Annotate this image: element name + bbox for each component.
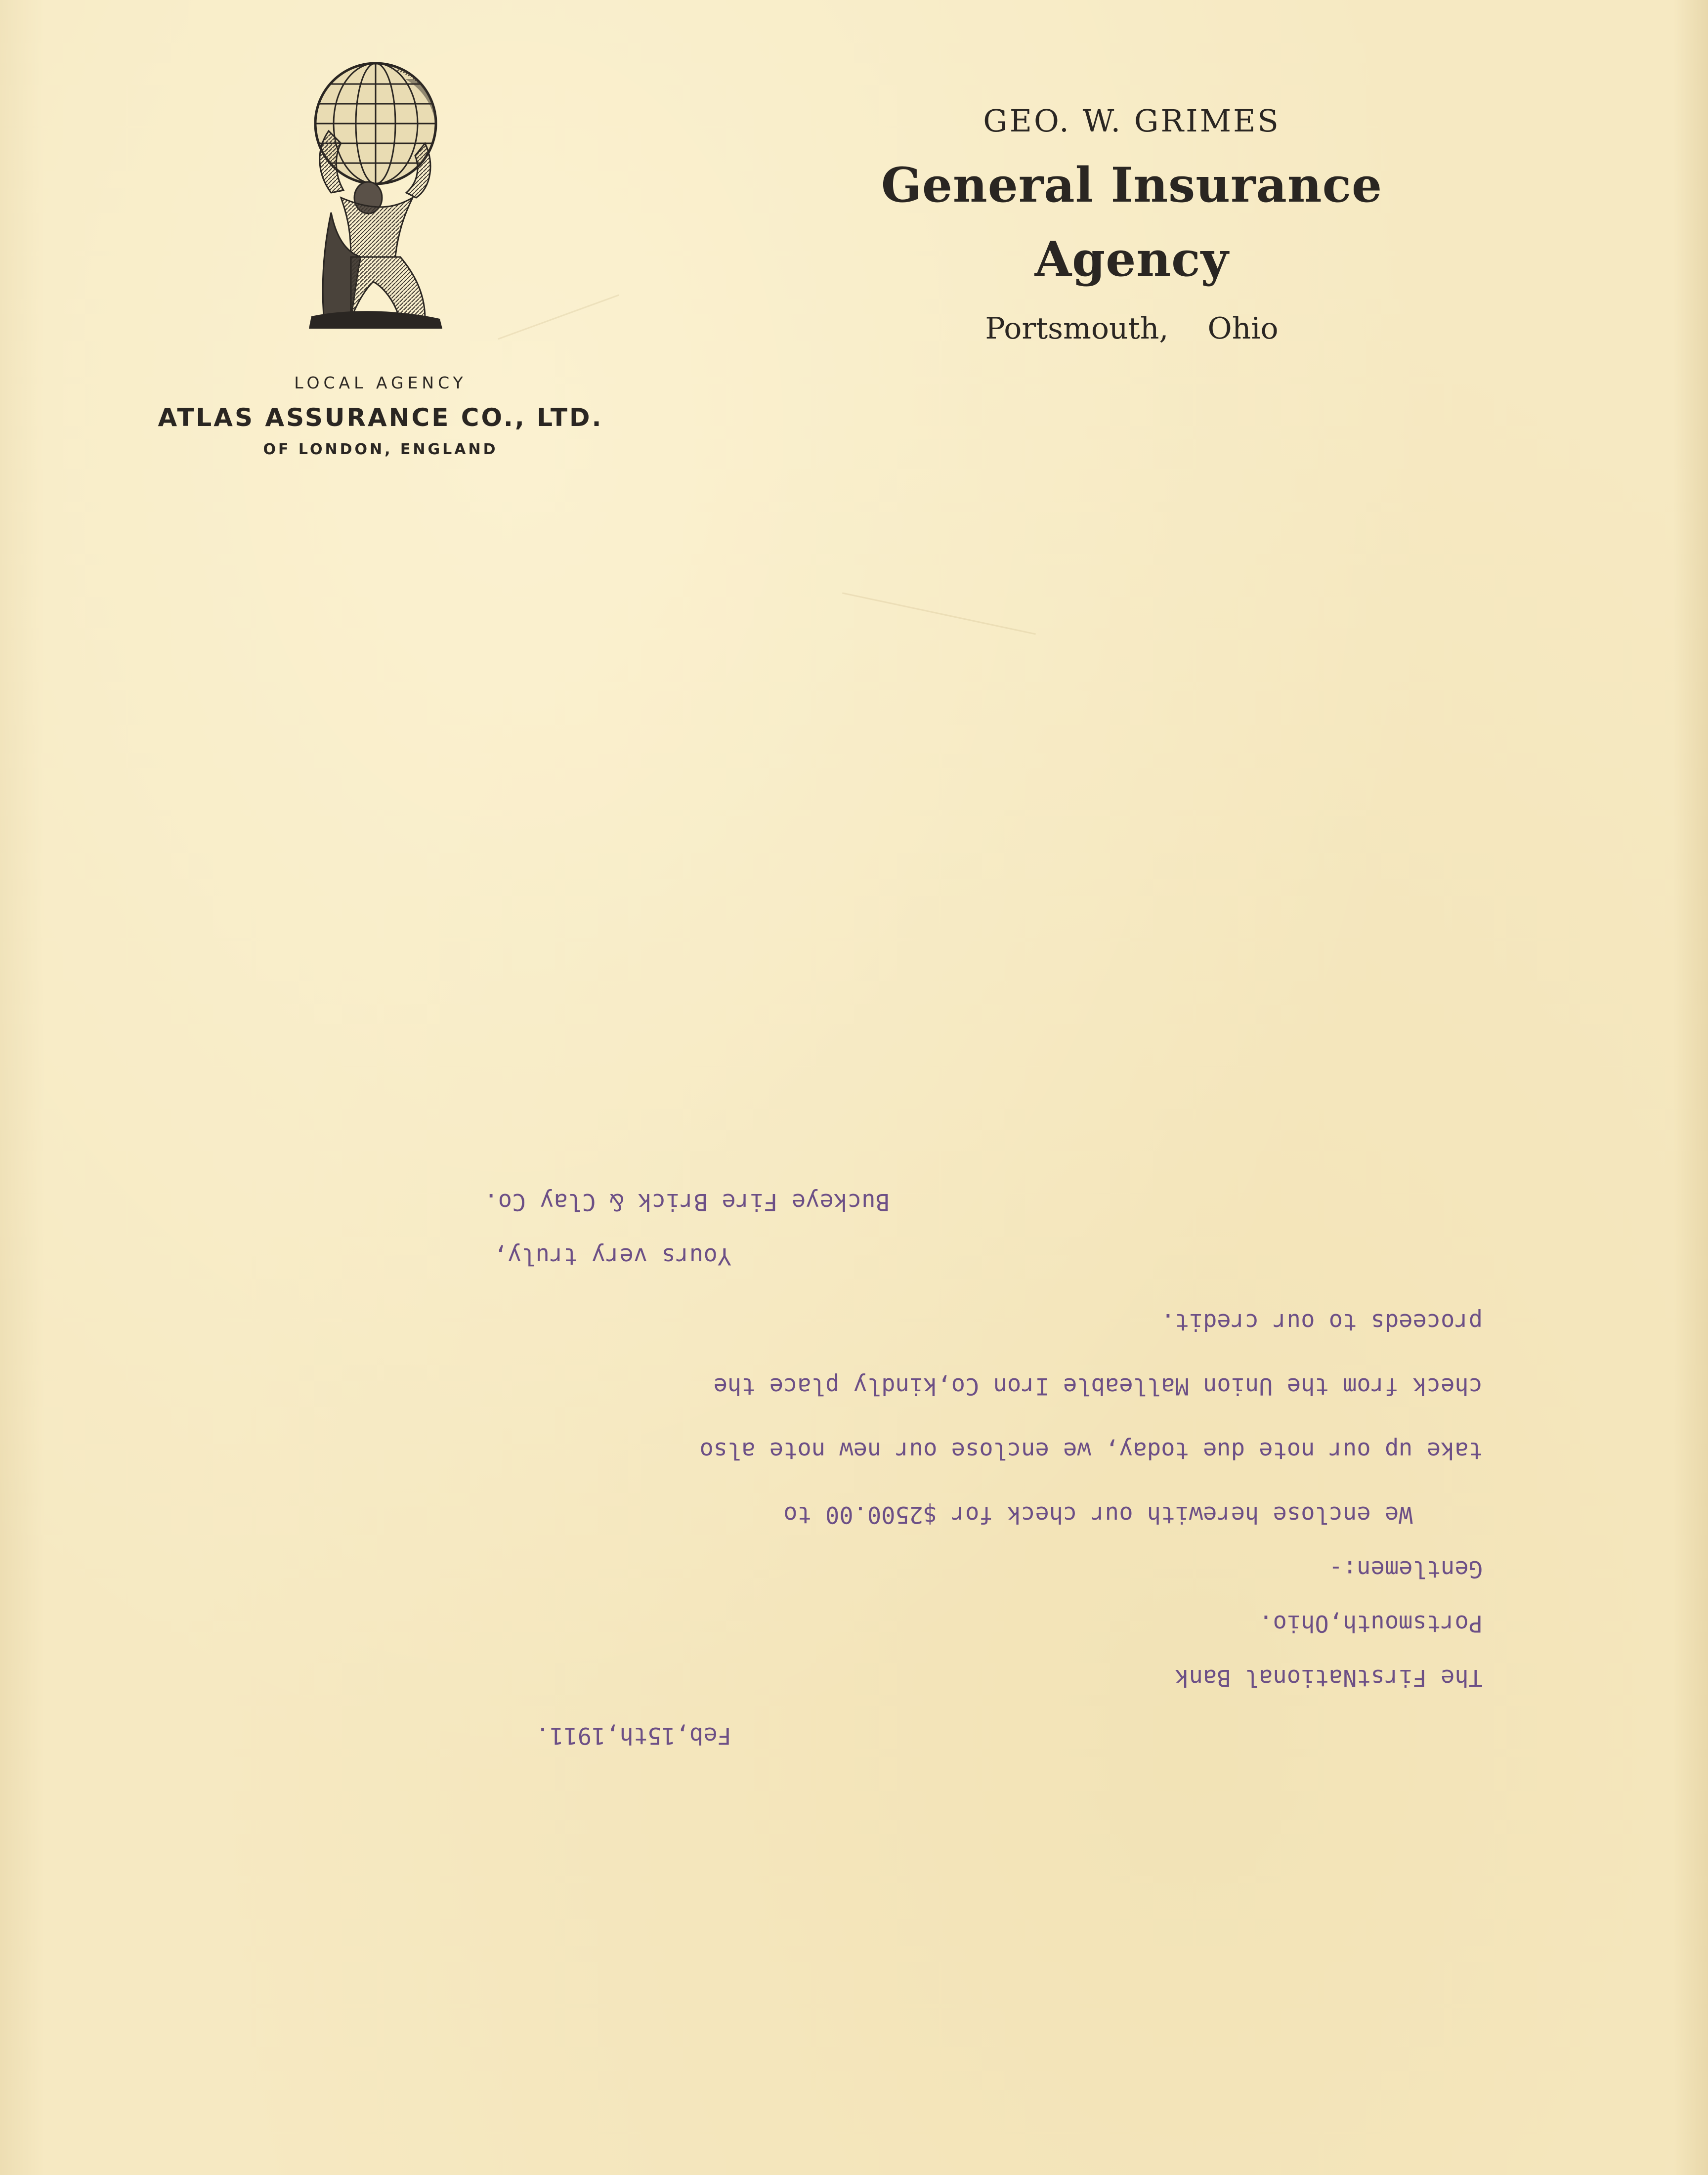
- firm-location: [781, 297, 1483, 361]
- firm-state: Ohio: [1207, 311, 1279, 346]
- letterhead-header: [781, 94, 1483, 361]
- letter-date: Feb,15th,1911.: [535, 1722, 731, 1749]
- local-agency-label: LOCAL AGENCY: [294, 373, 467, 392]
- recipient-name: The FirstNational Bank: [1175, 1664, 1483, 1691]
- company-origin: OF LONDON, ENGLAND: [263, 441, 498, 458]
- signature: Buckeye Fire Brick & Clay Co.: [484, 1188, 890, 1215]
- typed-letter: [287, 1181, 1483, 1764]
- closing: Yours very truly,: [493, 1242, 731, 1270]
- salutation: Gentlemen:-: [1328, 1555, 1483, 1582]
- body-line: We enclose herewith our check for $2500.00 to: [783, 1501, 1483, 1528]
- recipient-address: Portsmouth,Ohio.: [1259, 1610, 1483, 1637]
- firm-name: General Insurance Agency: [881, 157, 1383, 287]
- body-line: check from the Union Malleable Iron Co,kindly place the: [713, 1372, 1483, 1400]
- atlas-globe-icon: [277, 49, 465, 346]
- body-line: take up our note due today, we enclose our new note also: [699, 1437, 1483, 1464]
- body-line: proceeds to our credit.: [1161, 1308, 1483, 1335]
- local-agency-block: [99, 368, 662, 462]
- company-name: ATLAS ASSURANCE CO., LTD.: [158, 403, 603, 432]
- owner-name: GEO. W. GRIMES: [983, 103, 1281, 139]
- firm-city: Portsmouth,: [985, 311, 1169, 346]
